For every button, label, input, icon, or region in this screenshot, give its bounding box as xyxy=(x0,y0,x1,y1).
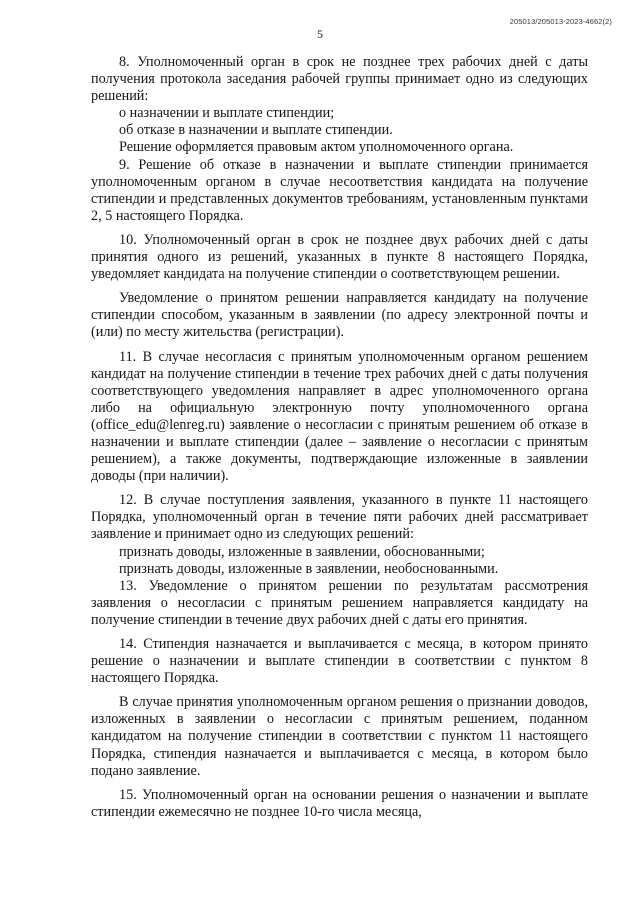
paragraph-10-notice: Уведомление о принятом решении направляется кандидату на получение стипендии способом, указанным в заявлении (по адресу электронной почты и (или) по месту жительства (регистрации). xyxy=(91,290,588,341)
paragraph-12-option-2: признать доводы, изложенные в заявлении, необоснованными. xyxy=(119,560,499,577)
paragraph-8-note: Решение оформляется правовым актом уполномоченного органа. xyxy=(119,139,514,156)
paragraph-12-option-1: признать доводы, изложенные в заявлении, обоснованными; xyxy=(119,543,485,560)
paragraph-12: 12. В случае поступления заявления, указанного в пункте 11 настоящего Порядка, уполномоченный орган в течение пяти рабочих дней рассматривает заявление и принимает одно из следующих решений: xyxy=(91,492,588,543)
document-id: 205013/205013-2023-4662(2) xyxy=(509,17,612,26)
paragraph-15: 15. Уполномоченный орган на основании решения о назначении и выплате стипендии ежемесячно не позднее 10-го числа месяца, xyxy=(91,786,588,820)
paragraph-11: 11. В случае несогласия с принятым уполномоченным органом решением кандидат на получение стипендии в течение трех рабочих дней с даты получения соответствующего уведомления направляет в адрес уполномоченного органа либо на официальную электронную почту уполномоченного органа (office_edu@lenreg.ru) заявление о несогласии с принятым решением об отказе в назначении и выплате стипендии (далее – заявление о несогласии с принятым решением), а также документы, подтверждающие изложенные в заявлении доводы (при наличии). xyxy=(91,348,588,485)
page-number: 5 xyxy=(317,27,323,41)
paragraph-8-option-1: о назначении и выплате стипендии; xyxy=(119,105,335,122)
paragraph-9: 9. Решение об отказе в назначении и выплате стипендии принимается уполномоченным органом в случае несоответствия кандидата на получение стипендии и представленных документов требованиям, установленным пунктами 2, 5 настоящего Порядка. xyxy=(91,156,588,224)
paragraph-14-note: В случае принятия уполномоченным органом решения о признании доводов, изложенных в заявлении о несогласии с принятым решением, поданном кандидатом на получение стипендии в соответствии с пунктом 11 настоящего Порядка, стипендия назначается и выплачивается с месяца, в котором было подано заявление. xyxy=(91,694,588,779)
paragraph-13: 13. Уведомление о принятом решении по результатам рассмотрения заявления о несогласии с принятым решением направляется кандидату на получение стипендии в течение двух рабочих дней с даты его принятия. xyxy=(91,577,588,628)
paragraph-14: 14. Стипендия назначается и выплачивается с месяца, в котором принято решение о назначении и выплате стипендии в соответствии с пунктом 8 настоящего Порядка. xyxy=(91,636,588,687)
paragraph-8-option-2: об отказе в назначении и выплате стипендии. xyxy=(119,122,393,139)
paragraph-10: 10. Уполномоченный орган в срок не позднее двух рабочих дней с даты принятия одного из решений, указанных в пункте 8 настоящего Порядка, уведомляет кандидата на получение стипендии о соответствующем решении. xyxy=(91,231,588,283)
paragraph-8: 8. Уполномоченный орган в срок не позднее трех рабочих дней с даты получения протокола заседания рабочей группы принимает одно из следующих решений: xyxy=(91,54,588,105)
document-body xyxy=(91,54,588,821)
